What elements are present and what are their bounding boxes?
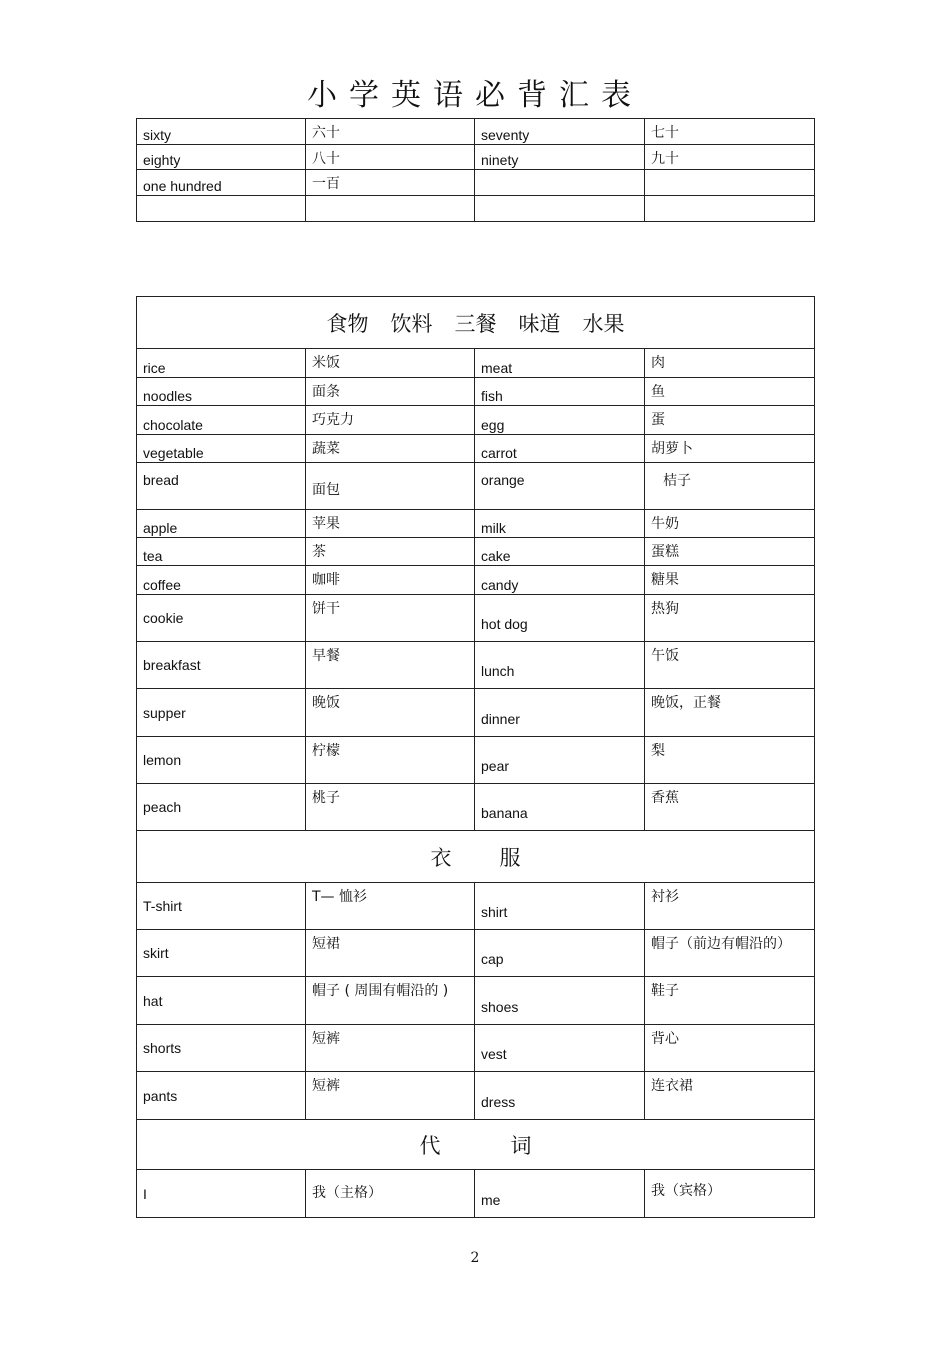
english-word [475,170,645,196]
table-row [137,1072,815,1120]
table-row [137,1170,815,1218]
chinese-meaning: 短裤 [306,1072,475,1120]
english-word: apple [137,510,306,538]
table-row [137,595,815,642]
chinese-meaning: 连衣裙 [645,1072,815,1120]
english-word: T-shirt [137,883,306,930]
chinese-meaning: 六十 [306,119,475,145]
page-number: 2 [470,1250,480,1266]
chinese-meaning: 肉 [645,349,815,378]
chinese-meaning: 八十 [306,145,475,170]
chinese-meaning: 鱼 [645,378,815,406]
page-title: 小学英语必背汇表 [307,78,643,113]
english-word: cap [475,930,645,977]
chinese-meaning: 蛋 [645,406,815,435]
table-row [137,1025,815,1072]
english-word: supper [137,689,306,737]
chinese-meaning [306,196,475,222]
table-row [137,119,815,145]
english-word: shoes [475,977,645,1025]
english-word: pear [475,737,645,784]
chinese-meaning: 面条 [306,378,475,406]
chinese-meaning: 短裤 [306,1025,475,1072]
chinese-meaning: 晚饭，正餐 [645,689,815,737]
section-heading-clothes [137,831,815,883]
section-header-row [137,831,815,883]
chinese-meaning: 午饭 [645,642,815,689]
chinese-meaning: 帽子 ( 周围有帽沿的 ) [306,977,475,1025]
english-word: eighty [137,145,306,170]
chinese-meaning: 七十 [645,119,815,145]
heading-word: 食物 [326,311,369,336]
table-row [137,435,815,463]
chinese-meaning: 面包 [306,463,475,510]
chinese-meaning: 桔子 [645,463,815,510]
table-row [137,406,815,435]
chinese-meaning: 晚饭 [306,689,475,737]
section-heading-pronouns [137,1120,815,1170]
english-word: candy [475,566,645,595]
chinese-meaning: 热狗 [645,595,815,642]
chinese-meaning: 咖啡 [306,566,475,595]
chinese-meaning: 一百 [306,170,475,196]
table-row [137,784,815,831]
english-word: one hundred [137,170,306,196]
table-row [137,977,815,1025]
english-word: dinner [475,689,645,737]
english-word: hat [137,977,306,1025]
table-row [137,349,815,378]
chinese-meaning: 糖果 [645,566,815,595]
chinese-meaning: 我（宾格） [645,1170,815,1218]
english-word: tea [137,538,306,566]
english-word: sixty [137,119,306,145]
chinese-meaning: 我（主格） [306,1170,475,1218]
heading-word: 词 [510,1133,532,1158]
english-word: bread [137,463,306,510]
heading-word: 三餐 [454,311,497,336]
chinese-meaning: 柠檬 [306,737,475,784]
english-word: milk [475,510,645,538]
table-row [137,538,815,566]
english-word: pants [137,1072,306,1120]
table-row [137,566,815,595]
chinese-meaning: 早餐 [306,642,475,689]
vocabulary-table [136,296,815,1218]
english-word: cake [475,538,645,566]
english-word [475,196,645,222]
table-row [137,196,815,222]
heading-word: 水果 [582,311,625,336]
heading-word: 服 [499,845,521,870]
chinese-meaning: 背心 [645,1025,815,1072]
english-word: coffee [137,566,306,595]
chinese-meaning: 梨 [645,737,815,784]
chinese-meaning: 蛋糕 [645,538,815,566]
table-row [137,642,815,689]
chinese-meaning: 九十 [645,145,815,170]
english-word: fish [475,378,645,406]
english-word: vest [475,1025,645,1072]
english-word: shirt [475,883,645,930]
section-heading-food [137,297,815,349]
chinese-meaning: 鞋子 [645,977,815,1025]
chinese-meaning: 香蕉 [645,784,815,831]
english-word: seventy [475,119,645,145]
english-word: lunch [475,642,645,689]
english-word: egg [475,406,645,435]
heading-word: 饮料 [390,311,433,336]
chinese-meaning: 饼干 [306,595,475,642]
english-word: lemon [137,737,306,784]
table-row [137,463,815,510]
english-word: ninety [475,145,645,170]
chinese-meaning [645,170,815,196]
table-row [137,145,815,170]
english-word: meat [475,349,645,378]
chinese-meaning: T— 恤衫 [306,883,475,930]
chinese-meaning: 衬衫 [645,883,815,930]
english-word: cookie [137,595,306,642]
english-word: I [137,1170,306,1218]
chinese-meaning [645,196,815,222]
heading-word: 衣 [430,845,452,870]
english-word: rice [137,349,306,378]
english-word [137,196,306,222]
english-word: me [475,1170,645,1218]
english-word: carrot [475,435,645,463]
chinese-meaning: 胡萝卜 [645,435,815,463]
english-word: vegetable [137,435,306,463]
english-word: peach [137,784,306,831]
table-row [137,930,815,977]
heading-word: 代 [419,1133,441,1158]
table-row [137,510,815,538]
english-word: chocolate [137,406,306,435]
english-word: shorts [137,1025,306,1072]
english-word: banana [475,784,645,831]
table-row [137,378,815,406]
chinese-meaning: 短裙 [306,930,475,977]
table-row [137,883,815,930]
english-word: breakfast [137,642,306,689]
english-word: dress [475,1072,645,1120]
chinese-meaning: 米饭 [306,349,475,378]
english-word: skirt [137,930,306,977]
numbers-table [136,118,815,222]
english-word: orange [475,463,645,510]
chinese-meaning: 牛奶 [645,510,815,538]
table-row [137,737,815,784]
table-row [137,170,815,196]
section-header-row [137,1120,815,1170]
section-header-row [137,297,815,349]
heading-word: 味道 [518,311,561,336]
chinese-meaning: 苹果 [306,510,475,538]
english-word: noodles [137,378,306,406]
english-word: hot dog [475,595,645,642]
chinese-meaning: 茶 [306,538,475,566]
chinese-meaning: 巧克力 [306,406,475,435]
chinese-meaning: 桃子 [306,784,475,831]
table-row [137,689,815,737]
chinese-meaning: 帽子（前边有帽沿的） [645,930,815,977]
chinese-meaning: 蔬菜 [306,435,475,463]
